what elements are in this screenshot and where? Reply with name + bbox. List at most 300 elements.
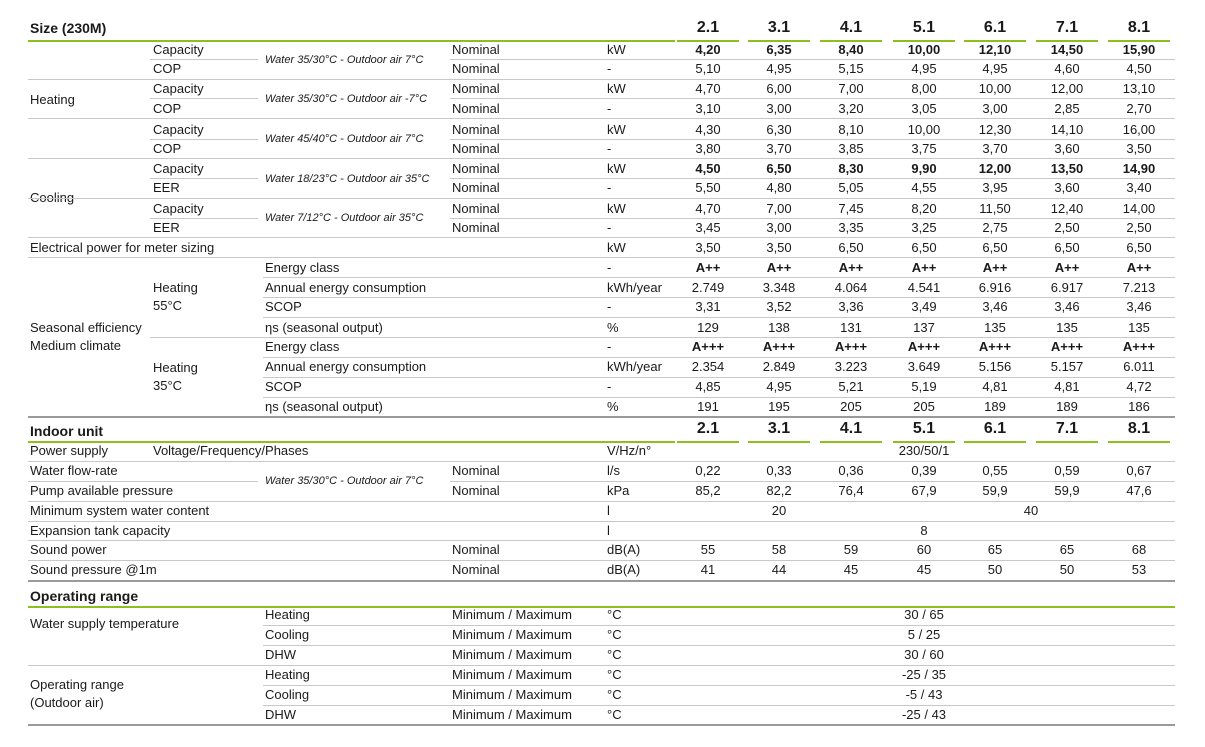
row-separator: [263, 297, 1175, 298]
table-cell: 3,50: [695, 240, 721, 255]
row-label: Minimum system water content: [30, 503, 210, 518]
table-cell: 4,50: [695, 161, 721, 176]
section-header-indoor: Indoor unit: [30, 423, 104, 439]
row-unit: kW: [607, 240, 626, 255]
table-cell: 6.011: [1123, 359, 1155, 374]
table-cell: 5,05: [838, 180, 864, 195]
row-separator: [28, 257, 1175, 258]
table-cell: 50: [1059, 562, 1075, 577]
group-label-heating-55: 55°C: [153, 298, 183, 313]
table-cell: 5.156: [978, 359, 1012, 374]
table-cell: 14,90: [1122, 161, 1156, 176]
row-separator: [28, 461, 1175, 462]
table-cell: 47,6: [1126, 483, 1152, 498]
row-separator: [263, 277, 1175, 278]
table-cell: 4,95: [766, 61, 792, 76]
model-header: 6.1: [983, 19, 1007, 36]
row-label: Sound pressure @1m: [30, 562, 157, 577]
model-header: 3.1: [767, 19, 791, 36]
table-cell: 59: [843, 542, 859, 557]
row-parameter: SCOP: [265, 379, 302, 394]
table-cell: 3,50: [1126, 141, 1152, 156]
row-unit: -: [607, 220, 612, 235]
row-separator: [450, 481, 1175, 482]
condition-label: Water 35/30°C - Outdoor air 7°C: [265, 54, 424, 66]
model-header: 3.1: [767, 420, 791, 437]
group-label-cooling: Cooling: [30, 190, 75, 205]
header-rule: [28, 40, 675, 42]
model-header: 2.1: [696, 19, 720, 36]
table-cell: A++: [982, 260, 1008, 275]
row-parameter: DHW: [265, 707, 297, 722]
row-mode: Nominal: [452, 81, 500, 96]
table-cell: 135: [984, 320, 1006, 335]
table-cell: 189: [984, 399, 1006, 414]
group-label-heating-35: Heating: [153, 360, 198, 375]
table-cell: 7,00: [766, 201, 792, 216]
table-cell: 65: [987, 542, 1003, 557]
row-separator: [263, 685, 1175, 686]
table-cell: A+++: [834, 339, 868, 354]
row-unit: °C: [607, 707, 622, 722]
row-separator: [28, 521, 1175, 522]
table-cell: 3,85: [838, 141, 864, 156]
table-cell: 2.849: [762, 359, 796, 374]
row-mode: Nominal: [452, 483, 500, 498]
table-cell: 6.917: [1050, 280, 1084, 295]
table-cell: 50: [987, 562, 1003, 577]
row-separator: [150, 98, 258, 99]
table-cell: 14,50: [1050, 42, 1084, 57]
table-cell: 10,00: [978, 81, 1012, 96]
table-cell: 2,50: [1054, 220, 1080, 235]
table-cell: 205: [913, 399, 935, 414]
row-separator: [263, 317, 1175, 318]
table-cell: 135: [1056, 320, 1078, 335]
condition-label: Water 18/23°C - Outdoor air 35°C: [265, 173, 430, 185]
header-rule: [748, 441, 810, 443]
table-cell-span: 5 / 25: [907, 627, 941, 642]
table-cell: 2,75: [982, 220, 1008, 235]
row-sublabel: Capacity: [153, 161, 204, 176]
table-cell: 2.749: [691, 280, 725, 295]
row-unit: °C: [607, 647, 622, 662]
row-mode: Nominal: [452, 161, 500, 176]
table-cell: 4,81: [1054, 379, 1080, 394]
row-separator: [150, 139, 258, 140]
row-separator: [450, 98, 1175, 99]
table-cell: 7,45: [838, 201, 864, 216]
table-cell: 6,30: [766, 122, 792, 137]
table-cell: 137: [913, 320, 935, 335]
header-rule: [677, 40, 739, 42]
table-cell: 68: [1131, 542, 1147, 557]
table-cell: 10,00: [907, 42, 941, 57]
row-separator: [28, 237, 1175, 238]
row-separator: [28, 481, 258, 482]
row-sublabel: Capacity: [153, 201, 204, 216]
table-cell: 5.157: [1050, 359, 1084, 374]
table-cell: 4,70: [695, 201, 721, 216]
table-cell-span: 8: [920, 523, 928, 538]
table-cell: 3,10: [695, 101, 721, 116]
header-rule: [820, 40, 882, 42]
table-cell: A++: [911, 260, 937, 275]
table-cell: 9,90: [911, 161, 937, 176]
table-cell: 3,00: [982, 101, 1008, 116]
header-rule: [964, 40, 1026, 42]
table-cell: 3,60: [1054, 141, 1080, 156]
table-cell: 3,40: [1126, 180, 1152, 195]
row-label: Expansion tank capacity: [30, 523, 171, 538]
section-rule: [28, 416, 1175, 418]
row-separator: [450, 218, 1175, 219]
row-parameter: Energy class: [265, 339, 340, 354]
row-unit: -: [607, 339, 612, 354]
table-cell: A+++: [978, 339, 1012, 354]
table-cell: 13,50: [1050, 161, 1084, 176]
model-header: 7.1: [1055, 19, 1079, 36]
table-cell: 3,60: [1054, 180, 1080, 195]
table-cell: 4,95: [766, 379, 792, 394]
section-header-operating: Operating range: [30, 588, 139, 604]
table-cell: 13,10: [1122, 81, 1156, 96]
table-cell: 41: [700, 562, 716, 577]
row-separator: [450, 139, 1175, 140]
table-cell: 14,00: [1122, 201, 1156, 216]
table-cell: 195: [768, 399, 790, 414]
row-mode: Minimum / Maximum: [452, 687, 572, 702]
row-separator: [150, 337, 1175, 338]
table-cell: A++: [766, 260, 792, 275]
row-sublabel: Capacity: [153, 122, 204, 137]
table-cell: 186: [1128, 399, 1150, 414]
table-cell: 131: [840, 320, 862, 335]
table-cell-span: 30 / 60: [904, 647, 944, 662]
row-parameter: Energy class: [265, 260, 340, 275]
header-rule: [28, 606, 1175, 608]
table-cell: 5,19: [911, 379, 937, 394]
table-cell-span: 230/50/1: [898, 443, 950, 458]
table-cell: 3,70: [766, 141, 792, 156]
table-cell: 3,46: [982, 299, 1008, 314]
row-parameter: ηs (seasonal output): [265, 320, 383, 335]
row-parameter: Cooling: [265, 627, 310, 642]
table-cell: 3,00: [766, 101, 792, 116]
table-cell: 4,72: [1126, 379, 1152, 394]
table-cell: 0,39: [911, 463, 937, 478]
header-rule: [1108, 40, 1170, 42]
table-cell: 85,2: [695, 483, 721, 498]
row-sublabel: Capacity: [153, 42, 204, 57]
table-cell: 2.354: [691, 359, 725, 374]
table-cell: 0,36: [838, 463, 864, 478]
table-cell: A++: [1126, 260, 1152, 275]
table-cell: 3,52: [766, 299, 792, 314]
row-mode: Minimum / Maximum: [452, 707, 572, 722]
row-unit: -: [607, 379, 612, 394]
row-sublabel: EER: [153, 220, 180, 235]
section-rule: [28, 580, 1175, 582]
table-cell: 4,95: [911, 61, 937, 76]
table-cell: 12,10: [978, 42, 1012, 57]
row-parameter: Annual energy consumption: [265, 280, 427, 295]
row-mode: Nominal: [452, 42, 500, 57]
row-separator: [263, 645, 1175, 646]
group-label-seasonal: Seasonal efficiency: [30, 320, 142, 335]
table-cell: 12,00: [978, 161, 1012, 176]
table-cell: 3,46: [1054, 299, 1080, 314]
table-cell: 135: [1128, 320, 1150, 335]
table-cell: 59,9: [982, 483, 1008, 498]
row-mode: Minimum / Maximum: [452, 647, 572, 662]
model-header: 5.1: [912, 420, 936, 437]
header-rule: [1036, 40, 1098, 42]
header-rule: [893, 441, 955, 443]
table-cell: 82,2: [766, 483, 792, 498]
table-cell: A+++: [691, 339, 725, 354]
table-cell: 6,50: [766, 161, 792, 176]
row-separator: [28, 118, 1175, 119]
table-cell: 4,81: [982, 379, 1008, 394]
table-cell: 4.541: [907, 280, 941, 295]
model-header: 8.1: [1127, 19, 1151, 36]
row-unit: V/Hz/n°: [607, 443, 652, 458]
table-cell: 67,9: [911, 483, 937, 498]
row-separator: [28, 198, 1175, 199]
row-unit: °C: [607, 627, 622, 642]
group-label-operating-outdoor: (Outdoor air): [30, 695, 104, 710]
table-cell: 55: [700, 542, 716, 557]
table-cell: 15,90: [1122, 42, 1156, 57]
table-cell: 14,10: [1050, 122, 1084, 137]
row-parameter: ηs (seasonal output): [265, 399, 383, 414]
table-cell: 4,30: [695, 122, 721, 137]
group-label-water-supply-temp: Water supply temperature: [30, 616, 180, 631]
row-sublabel: Capacity: [153, 81, 204, 96]
table-cell: 8,10: [838, 122, 864, 137]
table-cell: 4,50: [1126, 61, 1152, 76]
row-label: Sound power: [30, 542, 107, 557]
table-cell: 16,00: [1122, 122, 1156, 137]
table-cell: 8,20: [911, 201, 937, 216]
condition-label: Water 35/30°C - Outdoor air -7°C: [265, 93, 428, 105]
row-mode: Minimum / Maximum: [452, 607, 572, 622]
table-cell: 4,60: [1054, 61, 1080, 76]
condition-label: Water 7/12°C - Outdoor air 35°C: [265, 212, 424, 224]
table-cell: 4,20: [695, 42, 721, 57]
table-cell: 10,00: [907, 122, 941, 137]
table-cell: 3,46: [1126, 299, 1152, 314]
row-mode: Nominal: [452, 122, 500, 137]
model-header: 7.1: [1055, 420, 1079, 437]
row-parameter: DHW: [265, 647, 297, 662]
table-cell: 3,95: [982, 180, 1008, 195]
row-unit: °C: [607, 607, 622, 622]
row-separator: [263, 705, 1175, 706]
row-separator: [28, 540, 1175, 541]
row-separator: [263, 377, 1175, 378]
row-separator: [263, 357, 1175, 358]
row-unit: kWh/year: [607, 359, 662, 374]
table-cell: 3,31: [695, 299, 721, 314]
row-separator: [263, 625, 1175, 626]
row-unit: l: [607, 503, 610, 518]
row-mode: Nominal: [452, 201, 500, 216]
table-cell: 4,55: [911, 180, 937, 195]
row-unit: kW: [607, 201, 626, 216]
model-header: 4.1: [839, 19, 863, 36]
row-unit: -: [607, 180, 612, 195]
table-cell: 76,4: [838, 483, 864, 498]
row-mode: Minimum / Maximum: [452, 667, 572, 682]
table-cell: 0,33: [766, 463, 792, 478]
row-separator: [28, 665, 1175, 666]
section-header-size: Size (230M): [30, 20, 107, 36]
row-parameter: Heating: [265, 667, 310, 682]
row-unit: kW: [607, 122, 626, 137]
row-label: Power supply: [30, 443, 109, 458]
row-sublabel: COP: [153, 61, 182, 76]
table-cell: 5,50: [695, 180, 721, 195]
row-separator: [450, 178, 1175, 179]
table-cell: 53: [1131, 562, 1147, 577]
table-cell: 3.223: [834, 359, 868, 374]
table-cell: A+++: [762, 339, 796, 354]
table-cell: 3,50: [766, 240, 792, 255]
table-cell: 3,70: [982, 141, 1008, 156]
row-mode: Nominal: [452, 562, 500, 577]
group-label-seasonal: Medium climate: [30, 338, 122, 353]
model-header: 5.1: [912, 19, 936, 36]
table-cell: 3,36: [838, 299, 864, 314]
table-cell: 12,40: [1050, 201, 1084, 216]
table-cell: 2,70: [1126, 101, 1152, 116]
model-header: 6.1: [983, 420, 1007, 437]
header-rule: [677, 441, 739, 443]
table-cell: 60: [916, 542, 932, 557]
table-cell-group: 40: [1023, 503, 1039, 518]
table-cell: 6,35: [766, 42, 792, 57]
model-header: 8.1: [1127, 420, 1151, 437]
row-mode: Minimum / Maximum: [452, 627, 572, 642]
group-label-heating-55: Heating: [153, 280, 198, 295]
table-cell: 44: [771, 562, 787, 577]
table-cell: 2,50: [1126, 220, 1152, 235]
row-mode: Nominal: [452, 463, 500, 478]
row-separator: [28, 560, 1175, 561]
table-cell: 3,75: [911, 141, 937, 156]
table-cell: 5,10: [695, 61, 721, 76]
header-rule: [820, 441, 882, 443]
table-cell: 12,30: [978, 122, 1012, 137]
table-cell: 6,00: [766, 81, 792, 96]
table-cell: 4,70: [695, 81, 721, 96]
table-cell: 12,00: [1050, 81, 1084, 96]
row-unit: kW: [607, 161, 626, 176]
table-cell: 0,55: [982, 463, 1008, 478]
table-cell: 4,80: [766, 180, 792, 195]
condition-label: Water 35/30°C - Outdoor air 7°C: [265, 475, 424, 487]
header-rule: [748, 40, 810, 42]
table-cell: 4,85: [695, 379, 721, 394]
row-parameter: Heating: [265, 607, 310, 622]
row-mode: Nominal: [452, 542, 500, 557]
row-label: Water flow-rate: [30, 463, 118, 478]
header-rule: [1108, 441, 1170, 443]
table-cell: A++: [695, 260, 721, 275]
table-cell: A++: [838, 260, 864, 275]
table-cell: 5,15: [838, 61, 864, 76]
row-parameter: Annual energy consumption: [265, 359, 427, 374]
table-cell: 11,50: [979, 201, 1011, 216]
table-cell: 7,00: [838, 81, 864, 96]
row-sublabel: COP: [153, 141, 182, 156]
table-cell: 0,67: [1126, 463, 1152, 478]
row-parameter: Cooling: [265, 687, 310, 702]
row-unit: l: [607, 523, 610, 538]
table-cell: 8,30: [838, 161, 864, 176]
table-cell: 3,20: [838, 101, 864, 116]
row-mode: Nominal: [452, 180, 500, 195]
group-label-heating: Heating: [30, 92, 75, 107]
row-mode: Nominal: [452, 141, 500, 156]
table-cell-span: -25 / 35: [901, 667, 947, 682]
table-cell: 45: [916, 562, 932, 577]
header-rule: [893, 40, 955, 42]
model-header: 2.1: [696, 420, 720, 437]
header-rule: [964, 441, 1026, 443]
group-label-operating-outdoor: Operating range: [30, 677, 124, 692]
row-separator: [28, 79, 1175, 80]
table-cell: 4,95: [982, 61, 1008, 76]
row-unit: -: [607, 101, 612, 116]
table-cell: 65: [1059, 542, 1075, 557]
table-cell: 6,50: [982, 240, 1008, 255]
row-label: Pump available pressure: [30, 483, 174, 498]
table-cell: 6,50: [1054, 240, 1080, 255]
table-cell: 138: [768, 320, 790, 335]
table-cell: 3.649: [907, 359, 941, 374]
row-mode: Nominal: [452, 101, 500, 116]
table-cell: 3,00: [766, 220, 792, 235]
row-unit: kPa: [607, 483, 630, 498]
row-label: Electrical power for meter sizing: [30, 240, 215, 255]
table-cell: 191: [697, 399, 719, 414]
row-separator: [450, 59, 1175, 60]
row-mode: Nominal: [452, 61, 500, 76]
row-parameter: SCOP: [265, 299, 302, 314]
header-rule: [1036, 441, 1098, 443]
row-sublabel: COP: [153, 101, 182, 116]
row-unit: -: [607, 299, 612, 314]
table-cell: 58: [771, 542, 787, 557]
table-cell: 129: [697, 320, 719, 335]
header-rule: [28, 441, 675, 443]
table-cell: 3,05: [911, 101, 937, 116]
row-sublabel: EER: [153, 180, 180, 195]
row-unit: %: [607, 399, 619, 414]
table-cell-span: 30 / 65: [904, 607, 944, 622]
table-cell: 6,50: [1126, 240, 1152, 255]
table-cell: 3.348: [762, 280, 796, 295]
table-cell: 3,35: [838, 220, 864, 235]
row-unit: kW: [607, 81, 626, 96]
row-unit: dB(A): [607, 562, 641, 577]
model-header: 4.1: [839, 420, 863, 437]
table-cell: 3,25: [911, 220, 937, 235]
table-cell: 6.916: [978, 280, 1012, 295]
